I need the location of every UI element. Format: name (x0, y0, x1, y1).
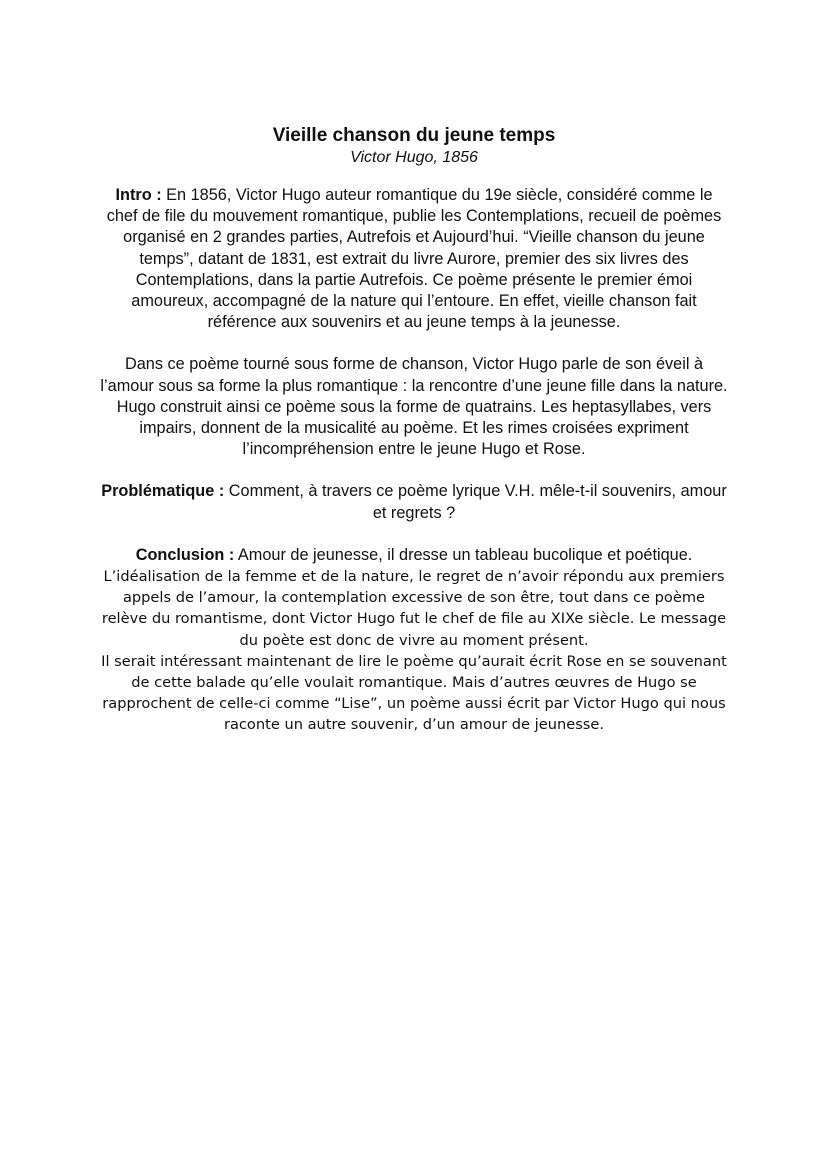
conclusion-text-3: Il serait intéressant maintenant de lire le poème qu’aurait écrit Rose en se souvenant de cette balade qu’elle voulait romantique. Mais d’autres œuvres de Hugo se rapprochent de celle-ci comme “Lise”, un poème aussi écrit par Victor Hugo qui nous raconte un autre souvenir, d’un amour de jeunesse. (101, 652, 727, 734)
intro-label: Intro : (115, 186, 162, 204)
intro-paragraph (100, 185, 728, 333)
conclusion-paragraph (100, 545, 728, 736)
problematique-label: Problématique : (101, 482, 225, 501)
analysis-paragraph: Dans ce poème tourné sous forme de chanson, Victor Hugo parle de son éveil à l’amour sous sa forme la plus romantique : la rencontre d’une jeune fille dans la nature. Hugo construit ainsi ce poème sous la forme de quatrains. Les heptasyllabes, vers impairs, donnent de la musicalité au poème. Et les rimes croisées expriment l’incompréhension entre le jeune Hugo et Rose. (100, 355, 728, 459)
conclusion-text-2: L’idéalisation de la femme et de la nature, le regret de n’avoir répondu aux premiers appels de l’amour, la contemplation excessive de son être, tout dans ce poème relève du romantisme, dont Victor Hugo fut le chef de file au XIXe siècle. Le message du poète est donc de vivre au moment présent. (101, 568, 727, 649)
document-body (100, 124, 728, 736)
problematique-paragraph (100, 481, 728, 523)
intro-text: En 1856, Victor Hugo auteur romantique du 19e siècle, considéré comme le chef de file du mouvement romantique, publie les Contemplations, recueil de poèmes organisé en 2 grandes parties, Autrefois et Aujourd’hui. “Vieille chanson du jeune temps”, datant de 1831, est extrait du livre Aurore, premier des six livres des Contemplations, dans la partie Autrefois. Ce poème présente le premier émoi amoureux, accompagné de la nature qui l’entoure. En effet, vieille chanson fait référence aux souvenirs et au jeune temps à la jeunesse. (106, 186, 722, 332)
conclusion-text: Amour de jeunesse, il dresse un tableau bucolique et poétique. (234, 545, 693, 564)
document-title: Vieille chanson du jeune temps (272, 125, 556, 146)
problematique-text: Comment, à travers ce poème lyrique V.H. mêle-t-il souvenirs, amour et regrets ? (224, 482, 727, 522)
conclusion-label: Conclusion : (135, 545, 235, 564)
document-subtitle: Victor Hugo, 1856 (350, 149, 478, 166)
